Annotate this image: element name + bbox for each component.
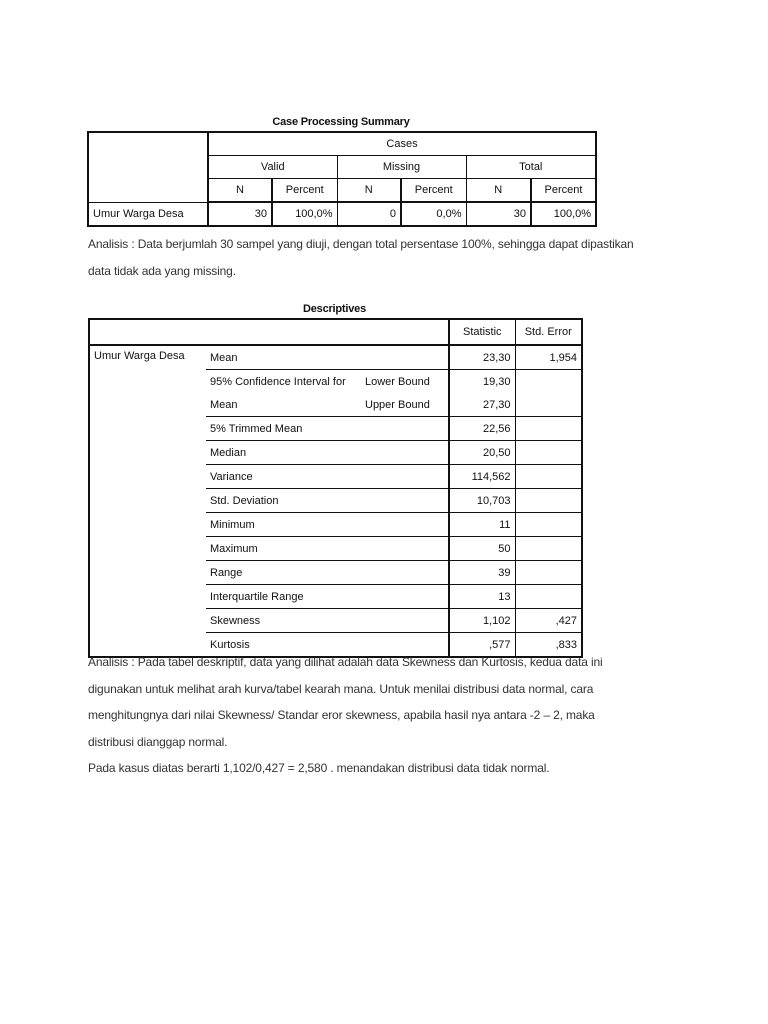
col-total-n: N <box>466 179 531 203</box>
row-label: Interquartile Range <box>206 585 449 609</box>
row-label: 5% Trimmed Mean <box>206 417 449 441</box>
analysis-1-line-2: data tidak ada yang missing. <box>88 263 236 278</box>
col-missing-percent: Percent <box>401 179 466 203</box>
col-statistic: Statistic <box>449 319 515 345</box>
analysis-1-line-1: Analisis : Data berjumlah 30 sampel yang diuji, dengan total persentase 100%, sehingga dapat dipastikan <box>88 237 634 251</box>
cell-std-error <box>515 537 582 561</box>
row-label: Mean <box>206 393 361 417</box>
cell-total-percent: 100,0% <box>531 202 596 226</box>
row-label: Umur Warga Desa <box>88 202 208 226</box>
row-sublabel: Upper Bound <box>361 393 449 417</box>
cell-statistic: ,577 <box>449 633 515 658</box>
cell-statistic: 39 <box>449 561 515 585</box>
descriptives-table <box>88 318 583 658</box>
group-header-cases: Cases <box>208 132 596 156</box>
row-label: Maximum <box>206 537 449 561</box>
group-header-row <box>88 132 596 156</box>
row-label: Kurtosis <box>210 638 250 651</box>
row-label: Minimum <box>206 513 449 537</box>
table-row <box>89 345 582 370</box>
cell-valid-percent: 100,0% <box>272 202 337 226</box>
subgroup-missing: Missing <box>337 156 466 179</box>
cell-std-error <box>515 513 582 537</box>
case-summary-title: Case Processing Summary <box>272 116 410 128</box>
cell-statistic: 10,703 <box>449 489 515 513</box>
cell-std-error <box>515 393 582 417</box>
cell-std-error <box>515 561 582 585</box>
cell-std-error <box>515 370 582 394</box>
descriptives-title: Descriptives <box>302 303 367 315</box>
row-label: 95% Confidence Interval for <box>210 375 346 388</box>
analysis-2-line-4: distribusi dianggap normal. <box>88 734 228 749</box>
subgroup-total: Total <box>466 156 596 179</box>
cell-statistic: 27,30 <box>449 393 515 417</box>
cell-statistic: 114,562 <box>449 465 515 489</box>
cell-std-error <box>515 465 582 489</box>
cell-std-error: ,833 <box>555 638 578 651</box>
cell-std-error <box>515 441 582 465</box>
header-blank <box>89 319 449 345</box>
cell-statistic: 1,102 <box>449 609 515 633</box>
row-label: Variance <box>206 465 449 489</box>
analysis-2-line-1: Analisis : Pada tabel deskriptif, data yang dilihat adalah data Skewness dan Kurtosis, kedua data ini <box>88 655 603 669</box>
cell-std-error <box>515 585 582 609</box>
cell-total-n: 30 <box>466 202 531 226</box>
cell-statistic: 20,50 <box>449 441 515 465</box>
row-sublabel: Lower Bound <box>365 375 430 388</box>
cell-std-error: ,427 <box>515 609 582 633</box>
analysis-paragraph-2 <box>88 649 708 782</box>
cell-statistic: 13 <box>449 585 515 609</box>
cell-std-error: 1,954 <box>515 345 582 370</box>
cell-statistic: 22,56 <box>449 417 515 441</box>
cell-statistic: 50 <box>449 537 515 561</box>
table-row <box>88 202 596 226</box>
cell-std-error <box>515 489 582 513</box>
analysis-paragraph-1 <box>88 231 708 284</box>
cell-missing-n: 0 <box>337 202 401 226</box>
row-label: Std. Deviation <box>206 489 449 513</box>
cell-missing-percent: 0,0% <box>401 202 466 226</box>
row-label: Range <box>206 561 449 585</box>
case-processing-summary-table <box>87 131 597 227</box>
cell-statistic: 19,30 <box>449 370 515 394</box>
subgroup-valid: Valid <box>208 156 337 179</box>
corner-cell <box>88 132 208 202</box>
cell-statistic: 23,30 <box>449 345 515 370</box>
analysis-2-line-3: menghitungnya dari nilai Skewness/ Standar eror skewness, apabila hasil nya antara -2 – 2, maka <box>88 708 595 722</box>
descriptives-header-row <box>89 319 582 345</box>
col-valid-n: N <box>208 179 272 203</box>
row-label: Mean <box>206 345 449 370</box>
col-total-percent: Percent <box>531 179 596 203</box>
cell-std-error <box>515 417 582 441</box>
col-missing-n: N <box>337 179 401 203</box>
row-label: Skewness <box>206 609 449 633</box>
row-label: Median <box>206 441 449 465</box>
col-valid-percent: Percent <box>272 179 337 203</box>
analysis-2-line-5: Pada kasus diatas berarti 1,102/0,427 = 2,580 . menandakan distribusi data tidak normal. <box>88 761 550 775</box>
cell-statistic: 11 <box>449 513 515 537</box>
col-std-error: Std. Error <box>515 319 582 345</box>
cell-valid-n: 30 <box>208 202 272 226</box>
analysis-2-line-2: digunakan untuk melihat arah kurva/tabel kearah mana. Untuk menilai distribusi data normal, cara <box>88 681 594 696</box>
variable-label: Umur Warga Desa <box>94 350 185 362</box>
